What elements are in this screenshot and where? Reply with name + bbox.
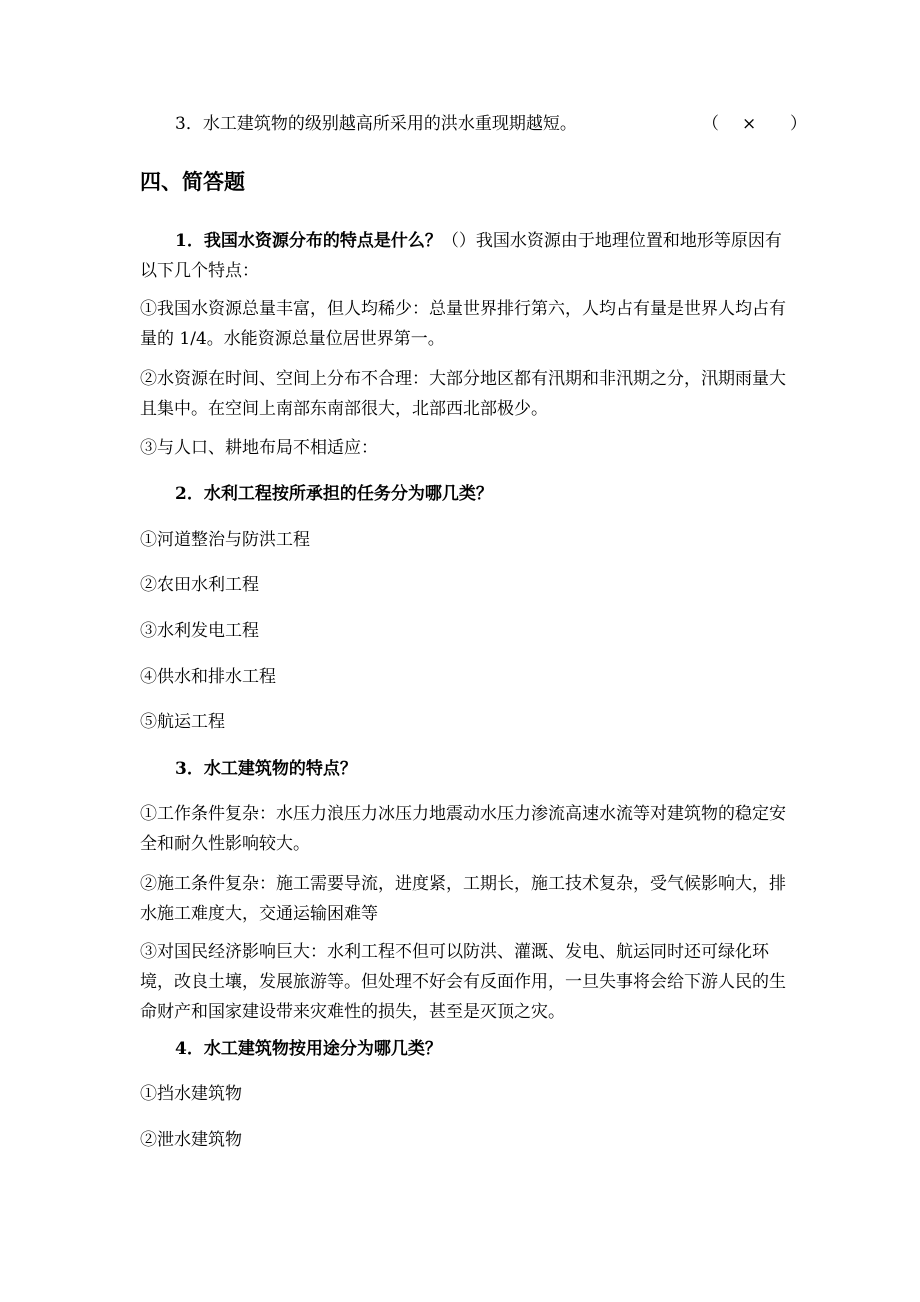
q4-point-1: ①挡水建筑物 — [140, 1084, 242, 1104]
q2-point-2: ②农田水利工程 — [140, 575, 259, 595]
section-title: 四、简答题 — [140, 169, 245, 194]
q4-point-2: ②泄水建筑物 — [140, 1130, 242, 1150]
q1-point-1: ①我国水资源总量丰富，但人均稀少：总量世界排行第六，人均占有量是世界人均占有量的 1/4。水能资源总量位居世界第一。 — [140, 299, 786, 349]
q1-point-3: ③与人口、耕地布局不相适应： — [140, 438, 378, 458]
q2-question: 2．水利工程按所承担的任务分为哪几类？ — [175, 484, 493, 504]
q2-point-3: ③水利发电工程 — [140, 621, 259, 641]
q3-point-1: ①工作条件复杂：水压力浪压力冰压力地震动水压力渗流高速水流等对建筑物的稳定安全和耐久性影响较大。 — [140, 804, 786, 854]
close-paren: ） — [790, 114, 807, 134]
q3-question: 3．水工建筑物的特点？ — [175, 759, 357, 779]
q3-point-3: ③对国民经济影响巨大：水利工程不但可以防洪、灌溉、发电、航运同时还可绿化环境，改良土壤，发展旅游等。但处理不好会有反面作用，一旦失事将会给下游人民的生命财产和国家建设带来灾难性的损失，甚至是灭顶之灾。 — [140, 942, 786, 1022]
judgment-item-3: 3．水工建筑物的级别越高所采用的洪水重现期越短。 — [175, 114, 577, 134]
q2-point-4: ④供水和排水工程 — [140, 667, 276, 687]
q1-intro: （）我国水资源由于地理位置和地形等原因有以下几个特点： — [140, 231, 782, 281]
q1-question: 1．我国水资源分布的特点是什么？ — [175, 231, 442, 251]
q2-point-1: ①河道整治与防洪工程 — [140, 530, 310, 550]
open-paren: （ — [702, 114, 719, 134]
answer-cross: × — [742, 114, 757, 134]
q4-question: 4．水工建筑物按用途分为哪几类？ — [175, 1039, 442, 1059]
q1-point-2: ②水资源在时间、空间上分布不合理：大部分地区都有汛期和非汛期之分，汛期雨量大且集中。在空间上南部东南部很大，北部西北部极少。 — [140, 369, 786, 419]
q2-point-5: ⑤航运工程 — [140, 712, 225, 732]
q3-point-2: ②施工条件复杂：施工需要导流，进度紧，工期长，施工技术复杂，受气候影响大，排水施工难度大，交通运输困难等 — [140, 874, 786, 924]
q1-block — [140, 226, 790, 286]
